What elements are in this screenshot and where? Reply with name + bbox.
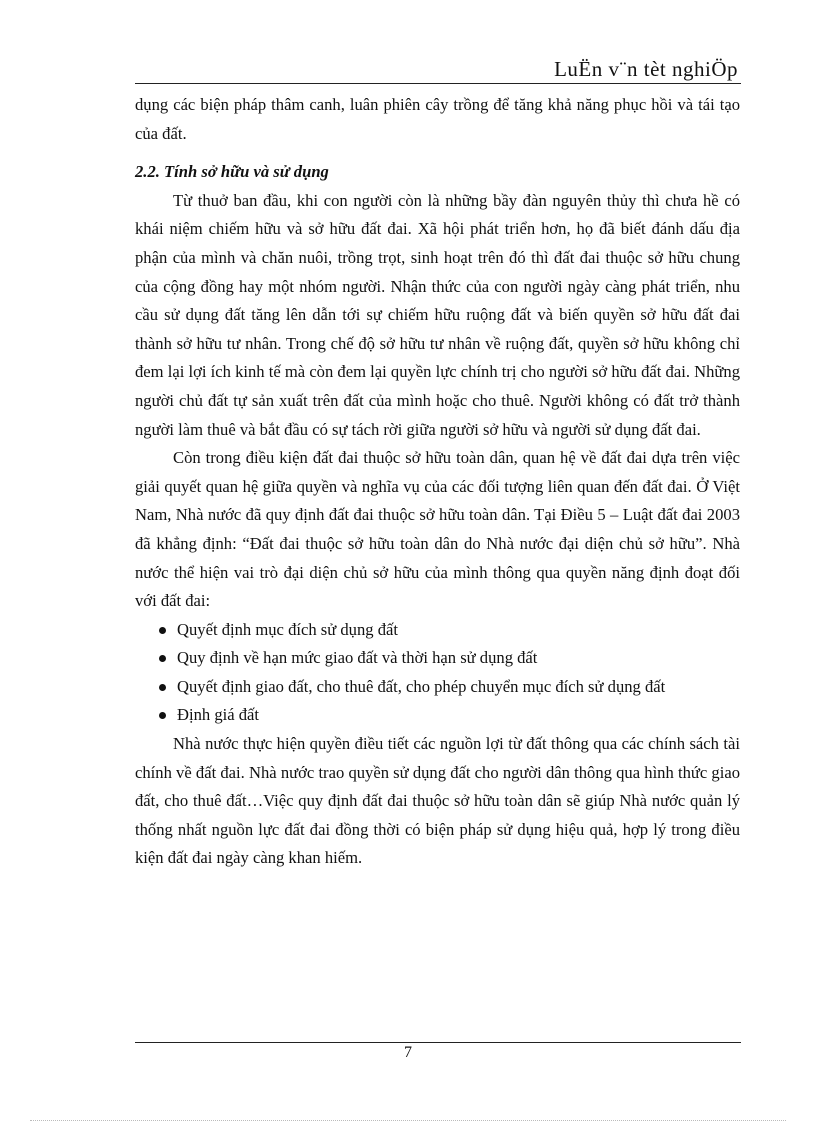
list-item xyxy=(135,616,740,645)
page-edge-divider xyxy=(30,1120,786,1121)
list-item xyxy=(135,644,740,673)
bullet-list xyxy=(135,616,740,730)
page-content xyxy=(135,91,740,873)
section-heading: 2.2. Tính sở hữu và sử dụng xyxy=(135,162,329,182)
body-paragraph-3: Nhà nước thực hiện quyền điều tiết các nguồn lợi từ đất thông qua các chính sách tài chính về đất đai. Nhà nước trao quyền sử dụng đất cho người dân thông qua hình thức giao đất, cho thuê đất…Việc quy định đất đai thuộc sở hữu toàn dân sẽ giúp Nhà nước quản lý thống nhất nguồn lực đất đai đồng thời có biện pháp sử dụng hiệu quả, hợp lý trong điều kiện đất đai ngày càng khan hiếm. xyxy=(135,734,740,868)
page-number: 7 xyxy=(404,1044,412,1061)
list-item xyxy=(135,701,740,730)
body-paragraph-2: Còn trong điều kiện đất đai thuộc sở hữu toàn dân, quan hệ về đất đai dựa trên việc giải quyết quan hệ giữa quyền và nghĩa vụ của các đối tượng liên quan đến đất đai. Ở Việt Nam, Nhà nước đã quy định đất đai thuộc sở hữu toàn dân. Tại Điều 5 – Luật đất đai 2003 đã khẳng định: “Đất đai thuộc sở hữu toàn dân do Nhà nước đại diện chủ sở hữu”. Nhà nước thể hiện vai trò đại diện chủ sở hữu của mình thông qua quyền năng định đoạt đối với đất đai: xyxy=(135,448,740,611)
bullet-icon xyxy=(159,684,166,691)
header-divider xyxy=(135,83,741,84)
list-item-text: Định giá đất xyxy=(177,705,260,725)
list-item-text: Quyết định giao đất, cho thuê đất, cho phép chuyển mục đích sử dụng đất xyxy=(177,676,666,696)
bullet-icon xyxy=(159,655,166,662)
footer-divider xyxy=(135,1042,741,1043)
bullet-icon xyxy=(159,627,166,634)
continuation-paragraph: dụng các biện pháp thâm canh, luân phiên cây trồng để tăng khả năng phục hồi và tái tạo của đất. xyxy=(135,95,740,143)
running-header: LuËn v¨n tèt nghiÖp xyxy=(554,57,738,81)
body-paragraph-1: Từ thuở ban đầu, khi con người còn là những bầy đàn nguyên thủy thì chưa hề có khái niệm chiếm hữu và sở hữu đất đai. Xã hội phát triển hơn, họ đã biết đánh dấu địa phận của mình và chăn nuôi, trồng trọt, sinh hoạt trên đó thì đất đai thuộc sở hữu chung của cộng đồng hay một nhóm người. Nhận thức của con người ngày càng phát triển, nhu cầu sử dụng đất tăng lên dẫn tới sự chiếm hữu ruộng đất và biến quyền sở hữu đất đai thành sở hữu tư nhân. Trong chế độ sở hữu tư nhân về ruộng đất, quyền sở hữu không chỉ đem lại lợi ích kinh tế mà còn đem lại quyền lực chính trị cho người sở hữu đất đai. Những người chủ đất tự sản xuất trên đất của mình hoặc cho thuê. Người không có đất trở thành người làm thuê và bắt đầu có sự tách rời giữa người sở hữu và người sử dụng đất đai. xyxy=(135,190,740,439)
bullet-icon xyxy=(159,712,166,719)
list-item-text: Quy định về hạn mức giao đất và thời hạn sử dụng đất xyxy=(177,648,538,668)
list-item xyxy=(135,673,740,702)
list-item-text: Quyết định mục đích sử dụng đất xyxy=(177,619,398,639)
